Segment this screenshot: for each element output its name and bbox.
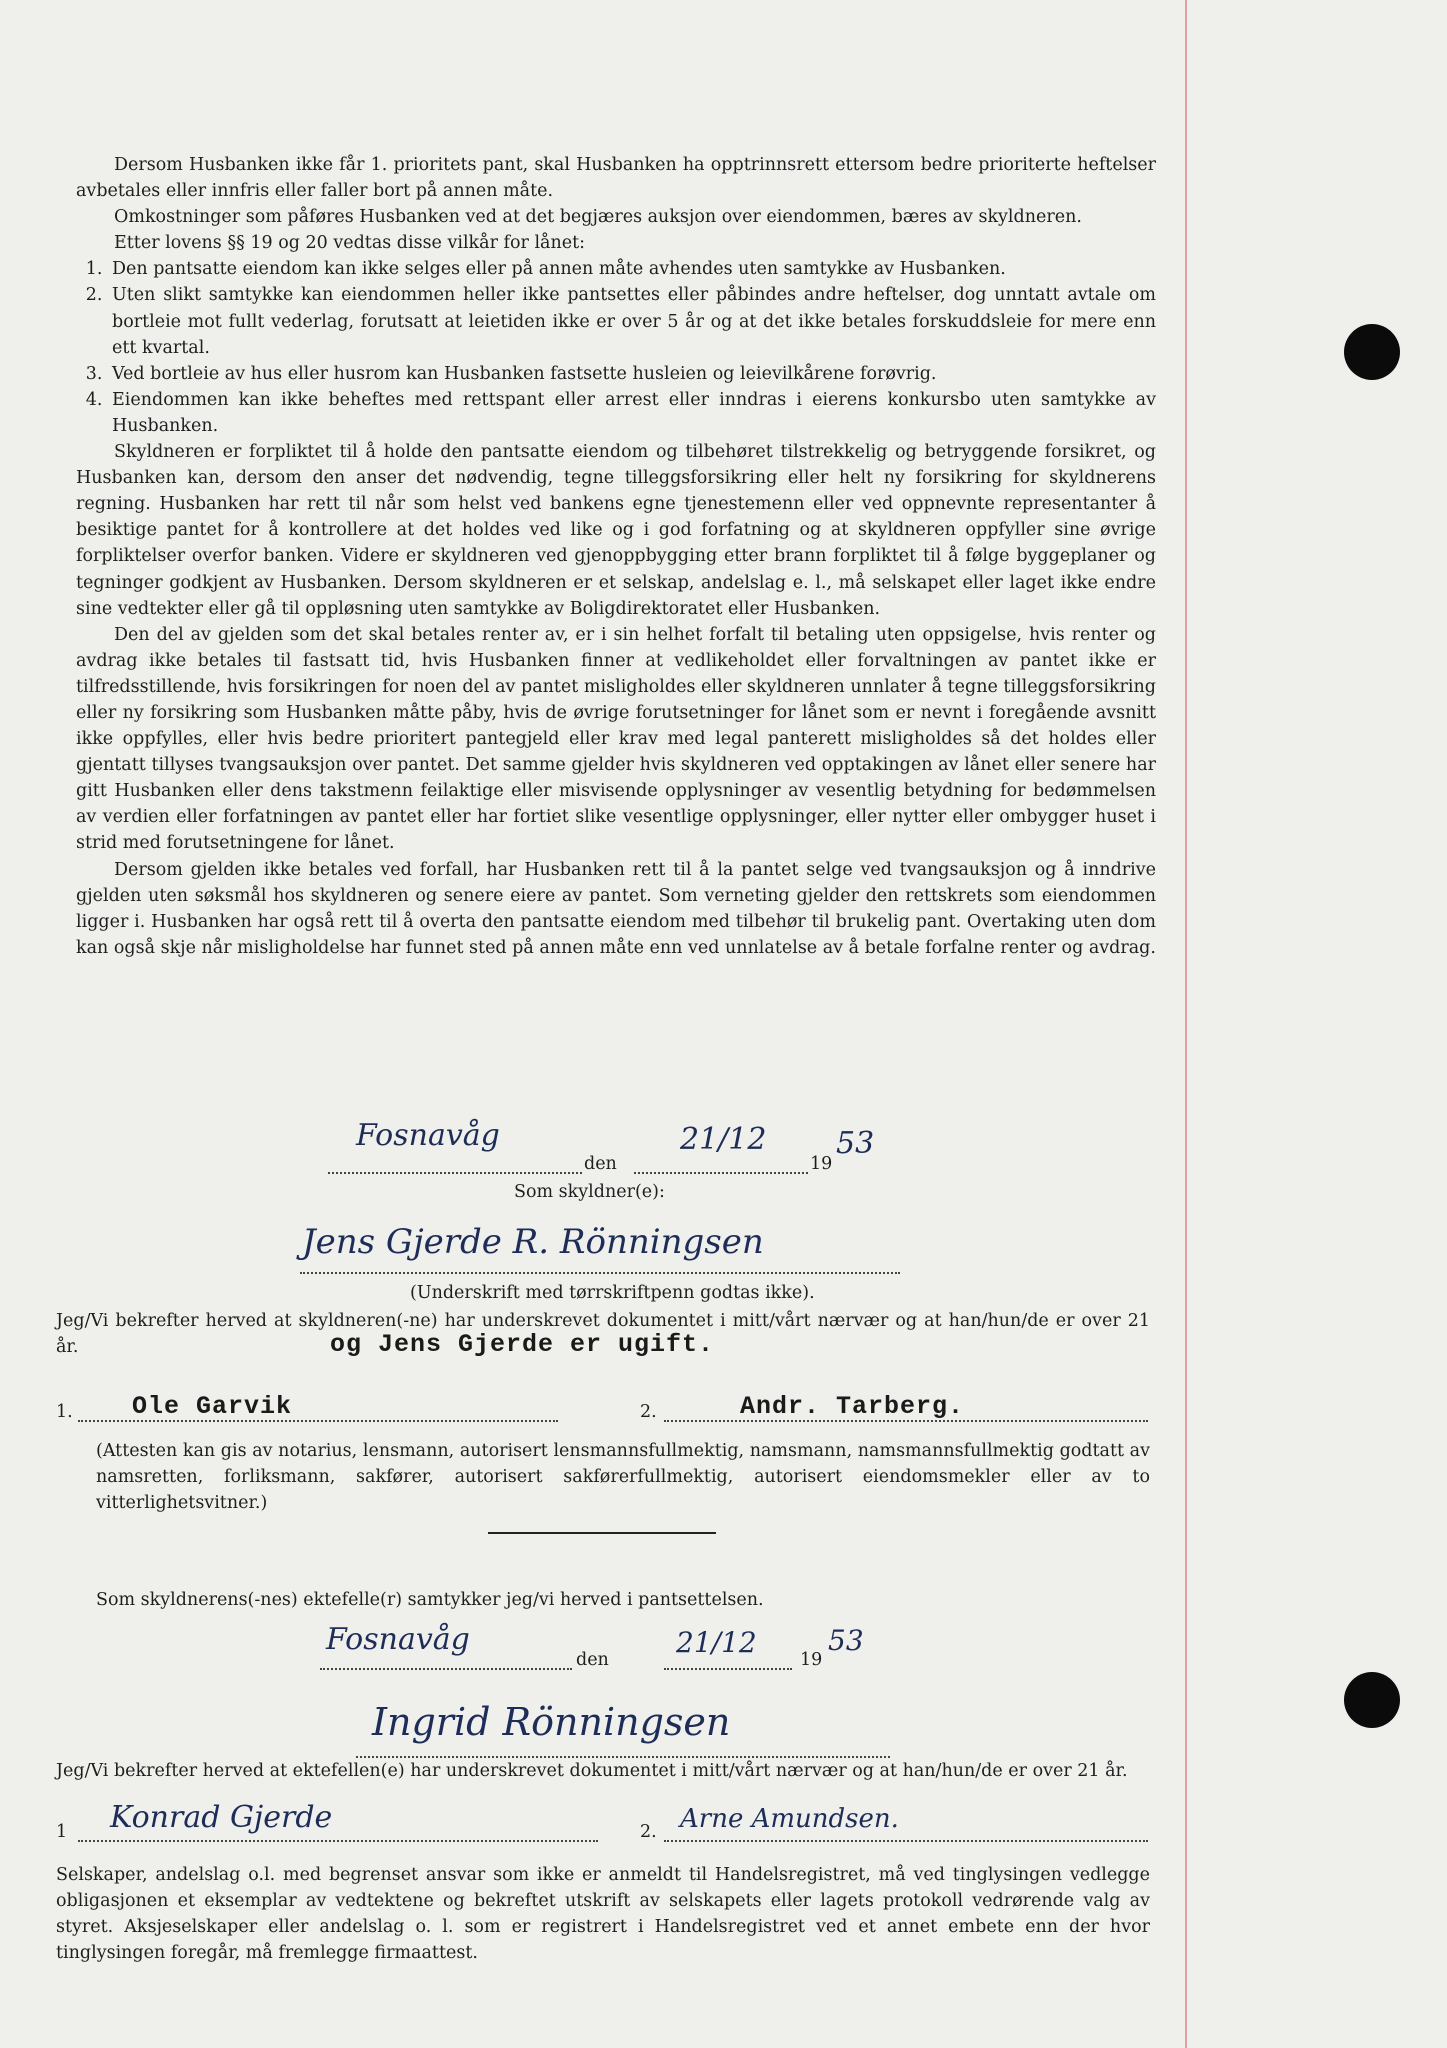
- punch-hole-top: [1344, 324, 1400, 380]
- punch-hole-bottom: [1344, 1672, 1400, 1728]
- debtor-role-label: Som skyldner(e):: [514, 1182, 665, 1202]
- debtor-date-handwritten: 21/12: [680, 1122, 767, 1157]
- spouse-date-line: [664, 1668, 792, 1670]
- spouse-year-prefix: 19: [800, 1650, 823, 1670]
- separator-rule: [488, 1532, 716, 1534]
- debtor-year-handwritten: 53: [836, 1126, 875, 1161]
- witness-2-number: 2.: [640, 1402, 657, 1422]
- spouse-consent-text: Som skyldnerens(-nes) ektefelle(r) samtykker jeg/vi herved i pantsettelsen.: [96, 1590, 764, 1610]
- insurance-paragraph: Skyldneren er forpliktet til å holde den pantsatte eiendom og tilbehøret tilstrekkelig og betryggende forsikret, og Husbanken kan, dersom den anser det nødvendig, tegne tilleggsforsikring eller helt ny forsikring for skyldnerens regning. Husbanken har rett til når som helst ved bankens egne tjenestemenn eller ved oppnevnte representanter å besiktige pantet for å kontrollere at det holdes ved like og i god forfatning og at skyldneren oppfyller sine øvrige forpliktelser overfor banken. Videre er skyldneren ved gjenoppbygging etter brann forpliktet til å følge byggeplaner og tegninger godkjent av Husbanken. Dersom skyldneren er et selskap, andelslag e. l., må selskapet eller laget ikke endre sine vedtekter eller gå til oppløsning uten samtykke av Boligdirektoratet eller Husbanken.: [76, 442, 1156, 619]
- date-dotted-line: [634, 1172, 808, 1174]
- spouse-place-handwritten: Fosnavåg: [326, 1622, 470, 1657]
- spouse-year-handwritten: 53: [828, 1624, 864, 1657]
- spouse-witness-1-number: 1: [56, 1822, 68, 1842]
- witness-1-line: [78, 1420, 558, 1422]
- costs-paragraph: Omkostninger som påføres Husbanken ved at det begjæres auksjon over eiendommen, bæres av skyldneren.: [114, 207, 1082, 228]
- witness-2-typed: Andr. Tarberg.: [740, 1392, 965, 1421]
- condition-item: 2. Uten slikt samtykke kan eiendommen heller ikke pantsettes eller påbindes andre heftelser, dog unntatt avtale om bortleie mot fullt vederlag, forutsatt at leietiden ikke er over 5 år og at det ikke betales forskuddsleie for mere enn ett kvartal.: [108, 282, 1156, 360]
- spouse-witness-2-line: [664, 1840, 1148, 1842]
- debtor-confirm-text: Jeg/Vi bekrefter herved at skyldneren(-ne) har underskrevet dokumentet i mitt/vårt nærvær og at han/hun/de er over 21 år.: [56, 1311, 1150, 1357]
- spouse-confirm-text: Jeg/Vi bekrefter herved at ektefellen(e) har underskrevet dokumentet i mitt/vårt nærvær og at han/hun/de er over 21 år.: [56, 1761, 1128, 1781]
- condition-item: 3. Ved bortleie av hus eller husrom kan Husbanken fastsette husleien og leievilkårene forøvrig.: [108, 361, 1156, 387]
- spouse-den-label: den: [576, 1650, 609, 1670]
- spouse-place-line: [320, 1668, 572, 1670]
- place-dotted-line: [328, 1172, 582, 1174]
- priority-paragraph: Dersom Husbanken ikke får 1. prioritets pant, skal Husbanken ha opptrinnsrett ettersom bedre prioriterte heftelser avbetales eller innfris eller faller bort på annen måte.: [76, 155, 1156, 202]
- enforcement-paragraph: Dersom gjelden ikke betales ved forfall, har Husbanken rett til å la pantet selge ved tvangsauksjon og å inndrive gjelden uten søksmål hos skyldneren og senere eiere av pantet. Som verneting gjelder den rettskrets som eiendommen ligger i. Husbanken har også rett til å overta den pantsatte eiendom med tilbehør til brukelig pant. Overtaking uten dom kan også skje når misligholdelse har funnet sted på annen måte enn ved unnlatelse av å betale forfalne renter og avdrag.: [76, 859, 1156, 958]
- signature-note: (Underskrift med tørrskriftpenn godtas ikke).: [410, 1283, 815, 1303]
- witness-1-number: 1.: [56, 1402, 73, 1422]
- spouse-witness-1-signature: Konrad Gjerde: [110, 1800, 333, 1835]
- den-label: den: [584, 1154, 617, 1174]
- debtor-place-handwritten: Fosnavåg: [356, 1118, 500, 1153]
- spouse-witness-1-line: [78, 1840, 598, 1842]
- attest-note: (Attesten kan gis av notarius, lensmann, autorisert lensmannsfullmektig, namsmann, namsmannsfullmektig godtatt av namsretten, forliksmann, sakfører, autorisert sakførerfullmektig, autorisert eiendomsmekler eller av to vitterlighetsvitner.): [96, 1441, 1150, 1513]
- registration-footer-text: Selskaper, andelslag o.l. med begrenset ansvar som ikke er anmeldt til Handelsregistret, må ved tinglysingen vedlegge obligasjonen et eksemplar av vedtektene og bekreftet utskrift av selskapets eller lagets protokoll vedrørende valg av styret. Aksjeselskaper eller andelslag o. l. som er registrert i Handelsregistret ved et annet embete enn der hvor tinglysingen foregår, må fremlegge firmaattest.: [56, 1865, 1150, 1963]
- witness-1-typed: Ole Garvik: [132, 1392, 293, 1421]
- spouse-signature: Ingrid Rönningsen: [372, 1700, 731, 1744]
- year-prefix: 19: [810, 1154, 833, 1174]
- conditions-intro: Etter lovens §§ 19 og 20 vedtas disse vilkår for lånet:: [114, 233, 586, 254]
- default-paragraph: Den del av gjelden som det skal betales renter av, er i sin helhet forfalt til betaling uten oppsigelse, hvis renter og avdrag ikke betales til fastsatt tid, hvis Husbanken finner at vedlikeholdet eller forvaltningen av pantet ikke er tilfredsstillende, hvis forsikringen for noen del av pantet misligholdes eller skyldneren unnlater å tegne tilleggsforsikring eller ny forsikring som Husbanken måtte påby, hvis de øvrige forutsetninger for lånet som er nevnt i foregående avsnitt ikke oppfylles, eller hvis bedre prioritert pantegjeld eller krav med legal panterett misligholdes så det holdes eller gjentatt tillyses tvangsauksjon over pantet. Det samme gjelder hvis skyldneren ved opptakingen av lånet eller senere har gitt Husbanken eller dens takstmenn feilaktige eller misvisende opplysninger av vesentlig betydning for bedømmelsen av verdien eller forfatningen av pantet eller har fortiet slike vesentlige opplysninger, eller nytter eller ombygger huset i strid med forutsetningene for lånet.: [76, 624, 1156, 854]
- conditions-list: [76, 256, 1156, 439]
- witness-2-line: [664, 1420, 1148, 1422]
- spouse-witness-2-number: 2.: [640, 1822, 657, 1842]
- condition-item: 1. Den pantsatte eiendom kan ikke selges eller på annen måte avhendes uten samtykke av Husbanken.: [108, 256, 1156, 282]
- debtor-signature: Jens Gjerde R. Rönningsen: [302, 1222, 764, 1262]
- spouse-witness-2-signature: Arne Amundsen.: [680, 1804, 899, 1834]
- condition-item: 4. Eiendommen kan ikke beheftes med rettspant eller arrest eller inndras i eierens konkursbo uten samtykke av Husbanken.: [108, 387, 1156, 439]
- spouse-date-handwritten: 21/12: [676, 1626, 757, 1659]
- loan-terms-text: [76, 152, 1156, 961]
- typed-marital-note: og Jens Gjerde er ugift.: [330, 1330, 715, 1359]
- signature-dotted-line: [300, 1272, 900, 1274]
- red-margin-line: [1185, 0, 1187, 2048]
